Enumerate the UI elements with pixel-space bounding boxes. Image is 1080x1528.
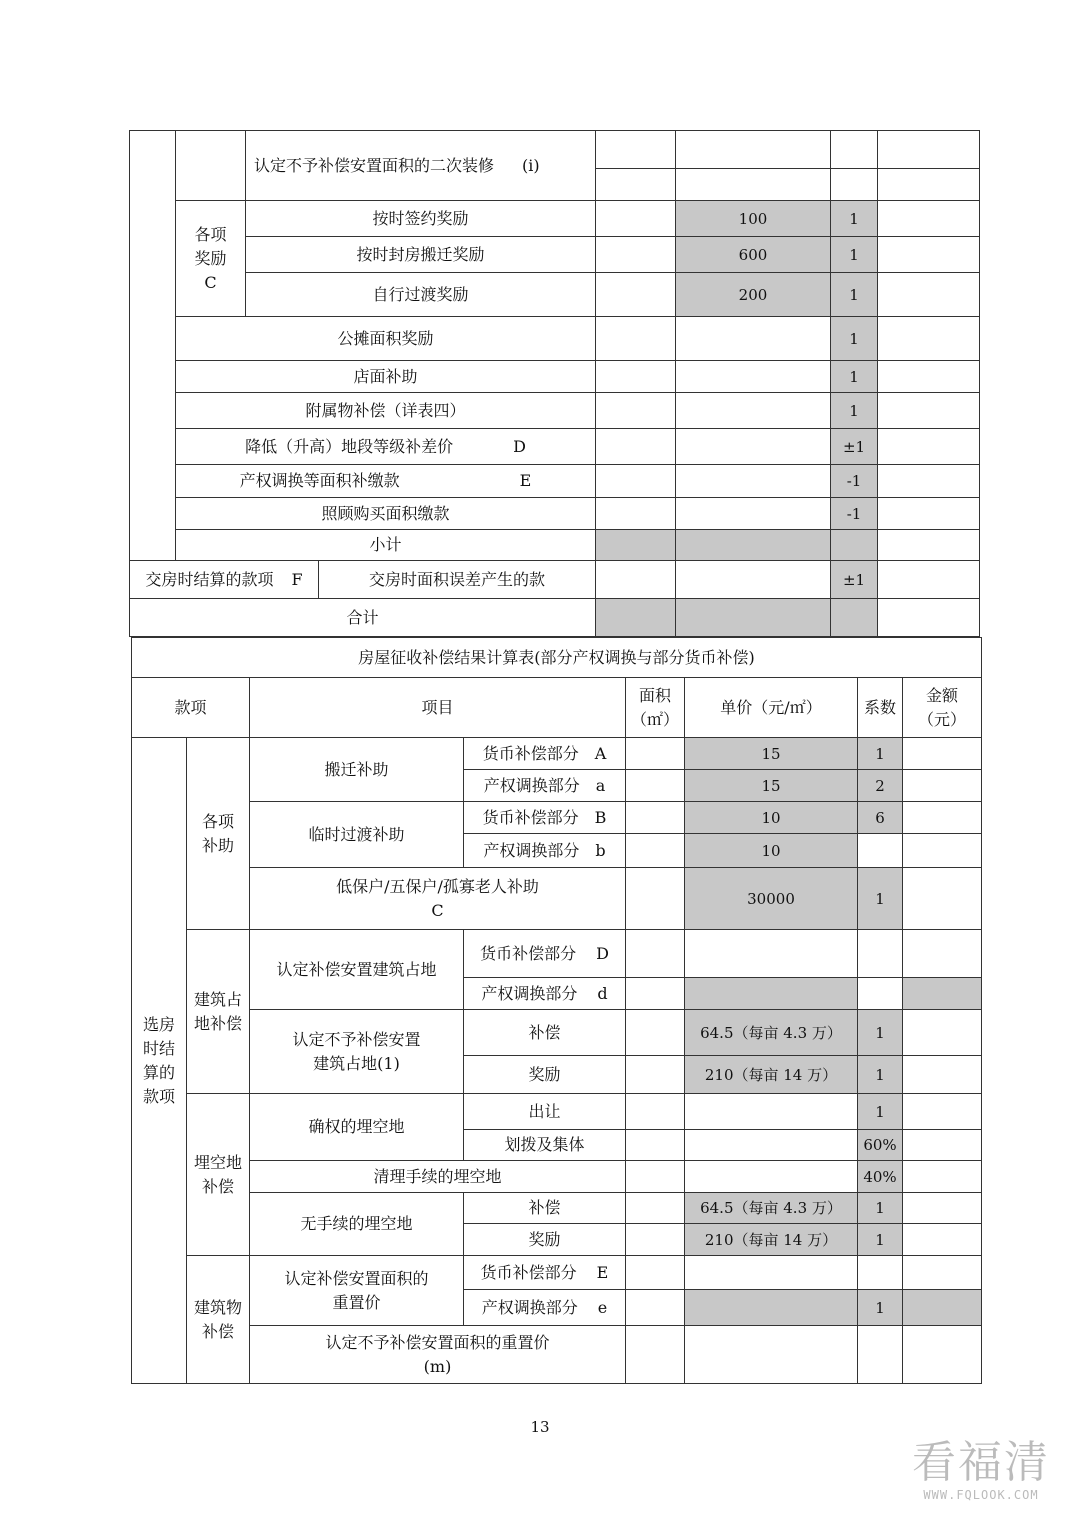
handover-settlement-label: 交房时结算的款项 F (130, 561, 319, 599)
land-not-recognized: 认定不予补偿安置 建筑占地(1) (250, 1010, 464, 1094)
header-kuanxiang: 款项 (132, 678, 250, 738)
table-title: 房屋征收补偿结果计算表(部分产权调换与部分货币补偿) (132, 638, 982, 678)
land-group: 建筑占 地补偿 (187, 930, 250, 1094)
landx-reward: 奖励 (464, 1056, 626, 1094)
coef-value: -1 (831, 465, 878, 498)
header-area: 面积 （㎡） (626, 678, 685, 738)
coef-value: 40% (858, 1161, 903, 1193)
transition-subsidy: 临时过渡补助 (250, 802, 464, 868)
total-label: 合计 (130, 599, 596, 637)
nop-compensation: 补偿 (464, 1193, 626, 1224)
coef-value: ±1 (831, 429, 878, 465)
conf-sell: 出让 (464, 1094, 626, 1130)
page-number: 13 (530, 1418, 550, 1436)
price-value: 210（每亩 14 万） (685, 1224, 858, 1256)
i-item-cell: 认定不予补偿安置面积的二次装修 (i) (246, 131, 596, 201)
coef-value: 1 (831, 393, 878, 429)
outer-settlement-label: 选房 时结 算的 款项 (132, 738, 187, 1384)
conf-alloc: 划拨及集体 (464, 1130, 626, 1161)
result-calculation-table (131, 637, 982, 1384)
header-price: 单价（元/㎡） (685, 678, 858, 738)
building-recognized: 认定补偿安置面积的 重置价 (250, 1256, 464, 1326)
vacant-land-group: 埋空地 补偿 (187, 1094, 250, 1256)
land-recognized: 认定补偿安置建筑占地 (250, 930, 464, 1010)
moving-subsidy: 搬迁补助 (250, 738, 464, 802)
coef-value: ±1 (831, 561, 878, 599)
coef-value: -1 (831, 498, 878, 530)
reward-signing: 按时签约奖励 (246, 201, 596, 237)
subtotal-label: 小计 (176, 530, 596, 561)
header-amount: 金额 （元） (903, 678, 982, 738)
attachment-compensation: 附属物补偿（详表四） (176, 393, 596, 429)
location-grade-diff: 降低（升高）地段等级补差价 D (176, 429, 596, 465)
reward-transition: 自行过渡奖励 (246, 273, 596, 317)
area-cell (596, 131, 676, 169)
price-value: 64.5（每亩 4.3 万） (685, 1010, 858, 1056)
clean-vacant: 清理手续的埋空地 (250, 1161, 626, 1193)
coef-value: 1 (858, 738, 903, 770)
price-value: 64.5（每亩 4.3 万） (685, 1193, 858, 1224)
confirmed-vacant: 确权的埋空地 (250, 1094, 464, 1161)
price-value: 30000 (685, 868, 858, 930)
coef-value: 1 (858, 1010, 903, 1056)
outer-category-cell (130, 131, 176, 561)
coef-value: 1 (858, 1290, 903, 1326)
site-watermark: 看福清 WWW.FQLOOK.COM (912, 1437, 1050, 1502)
coef-value: 1 (858, 868, 903, 930)
price-value: 210（每亩 14 万） (685, 1056, 858, 1094)
moving-property: 产权调换部分 a (464, 770, 626, 802)
transition-property: 产权调换部分 b (464, 834, 626, 868)
coef-value: 1 (831, 361, 878, 393)
building-group: 建筑物 补偿 (187, 1256, 250, 1384)
bld-property: 产权调换部分 e (464, 1290, 626, 1326)
coef-value: 1 (831, 273, 878, 317)
compensation-table-continued (129, 130, 980, 637)
coef-value: 1 (858, 1056, 903, 1094)
coef-value: 1 (858, 1094, 903, 1130)
price-value: 600 (676, 237, 831, 273)
header-item: 项目 (250, 678, 626, 738)
coef-value: 1 (858, 1193, 903, 1224)
transition-cash: 货币补偿部分 B (464, 802, 626, 834)
coef-value: 2 (858, 770, 903, 802)
bld-cash: 货币补偿部分 E (464, 1256, 626, 1290)
amount-cell (878, 131, 980, 169)
care-purchase-payment: 照顾购买面积缴款 (176, 498, 596, 530)
handover-area-error: 交房时面积误差产生的款 (319, 561, 596, 599)
shared-area-reward: 公摊面积奖励 (176, 317, 596, 361)
price-value: 15 (685, 738, 858, 770)
price-cell (676, 131, 831, 169)
moving-cash: 货币补偿部分 A (464, 738, 626, 770)
building-not-recognized: 认定不予补偿安置面积的重置价 (m) (250, 1326, 626, 1384)
coef-value: 1 (831, 317, 878, 361)
landx-compensation: 补偿 (464, 1010, 626, 1056)
coef-value: 6 (858, 802, 903, 834)
coef-value: 1 (858, 1224, 903, 1256)
header-coef: 系数 (858, 678, 903, 738)
low-income-subsidy: 低保户/五保户/孤寡老人补助 C (250, 868, 626, 930)
coef-cell (831, 131, 878, 169)
land-cash: 货币补偿部分 D (464, 930, 626, 978)
price-value: 200 (676, 273, 831, 317)
equal-area-payment: 产权调换等面积补缴款 E (176, 465, 596, 498)
price-value: 15 (685, 770, 858, 802)
price-value: 10 (685, 834, 858, 868)
reward-moving: 按时封房搬迁奖励 (246, 237, 596, 273)
land-property: 产权调换部分 d (464, 978, 626, 1010)
price-value: 100 (676, 201, 831, 237)
coef-value: 60% (858, 1130, 903, 1161)
subsidy-group: 各项 补助 (187, 738, 250, 930)
coef-value: 1 (831, 201, 878, 237)
shop-subsidy: 店面补助 (176, 361, 596, 393)
coef-value: 1 (831, 237, 878, 273)
reward-group-cell: 各项 奖励 C (176, 201, 246, 317)
no-permit-vacant: 无手续的埋空地 (250, 1193, 464, 1256)
nop-reward: 奖励 (464, 1224, 626, 1256)
blank-cell (176, 131, 246, 201)
price-value: 10 (685, 802, 858, 834)
